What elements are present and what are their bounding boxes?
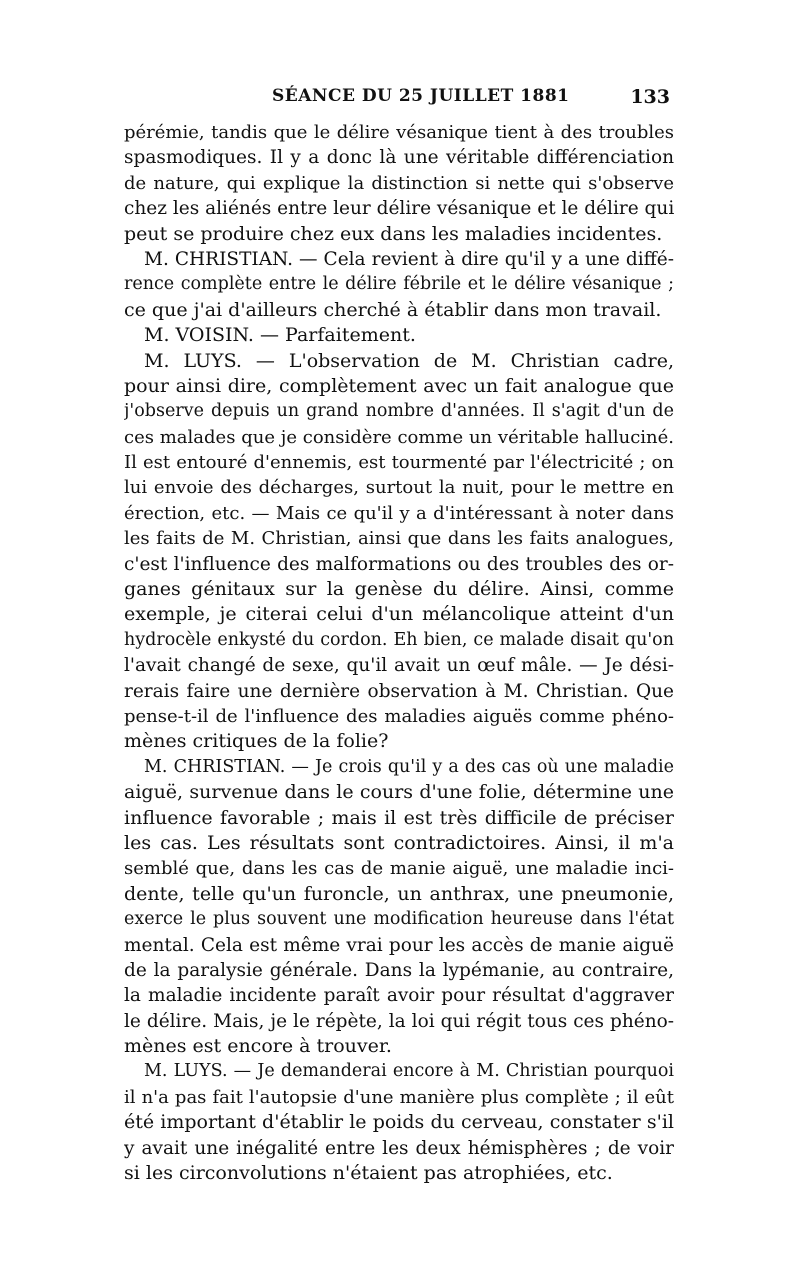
- text-line: pour ainsi dire, complètement avec un fait analogue que: [124, 374, 674, 397]
- text-line: aiguë, survenue dans le cours d'une folie, détermine une: [124, 781, 674, 804]
- text-line: de la paralysie générale. Dans la lypémanie, au contraire,: [124, 959, 674, 981]
- text-line: été important d'établir le poids du cerveau, constater s'il: [124, 1111, 674, 1134]
- text-line: les cas. Les résultats sont contradictoires. Ainsi, il m'a: [124, 831, 674, 854]
- text-line: M. CHRISTIAN. — Cela revient à dire qu'il y a une diffé-: [144, 248, 674, 270]
- text-line: pérémie, tandis que le délire vésanique tient à des troubles: [124, 122, 674, 143]
- text-line: il n'a pas fait l'autopsie d'une manière plus complète ; il eût: [124, 1086, 674, 1108]
- text-line: exerce le plus souvent une modification heureuse dans l'état: [124, 909, 674, 930]
- text-line: chez les aliénés entre leur délire vésanique et le délire qui: [124, 198, 674, 220]
- text-line: dente, telle qu'un furoncle, un anthrax, une pneumonie,: [124, 882, 674, 905]
- text-line: M. CHRISTIAN. — Je crois qu'il y a des cas où une maladie: [144, 756, 674, 777]
- text-line: M. LUYS. — L'observation de M. Christian cadre,: [144, 349, 674, 372]
- text-line: spasmodiques. Il y a donc là une véritable différenciation: [124, 147, 674, 169]
- text-line: j'observe depuis un grand nombre d'années. Il s'agit d'un de: [124, 401, 674, 422]
- text-line: influence favorable ; mais il est très difficile de préciser: [124, 806, 674, 829]
- text-line: peut se produire chez eux dans les maladies incidentes.: [124, 222, 663, 245]
- text-line: ganes génitaux sur la genèse du délire. Ainsi, comme: [124, 578, 674, 601]
- text-line: rerais faire une dernière observation à M. Christian. Que: [124, 680, 674, 702]
- text-line: la maladie incidente paraît avoir pour résultat d'aggraver: [124, 985, 674, 1007]
- text-line: mènes est encore à trouver.: [124, 1035, 392, 1058]
- running-title: SÉANCE DU 25 JUILLET 1881: [272, 86, 570, 106]
- running-head: [124, 86, 676, 114]
- text-line: érection, etc. — Mais ce qu'il y a d'intéressant à noter dans: [124, 502, 674, 524]
- text-line: si les circonvolutions n'étaient pas atrophiées, etc.: [124, 1162, 613, 1185]
- text-line: Il est entouré d'ennemis, est tourmenté par l'électricité ; on: [124, 452, 674, 474]
- text-line: les faits de M. Christian, ainsi que dans les faits analogues,: [124, 528, 674, 550]
- text-line: le délire. Mais, je le répète, la loi qui régit tous ces phéno-: [124, 1010, 674, 1032]
- text-line: mènes critiques de la folie?: [124, 730, 389, 753]
- text-line: hydrocèle enkysté du cordon. Eh bien, ce malade disait qu'on: [124, 629, 674, 650]
- text-line: y avait une inégalité entre les deux hémisphères ; de voir: [124, 1137, 674, 1159]
- text-line: exemple, je citerai celui d'un mélancolique atteint d'un: [124, 603, 674, 626]
- body-text: [124, 120, 674, 1186]
- text-line: ces malades que je considère comme un véritable halluciné.: [124, 426, 674, 448]
- text-line: c'est l'influence des malformations ou des troubles des or-: [124, 553, 674, 575]
- text-line: rence complète entre le délire fébrile et le délire vésanique ;: [124, 274, 674, 295]
- text-line: l'avait changé de sexe, qu'il avait un œuf mâle. — Je dési-: [124, 655, 674, 677]
- text-line: M. VOISIN. — Parfaitement.: [144, 324, 416, 347]
- text-line: semblé que, dans les cas de manie aiguë, une maladie inci-: [124, 858, 674, 880]
- text-line: ce que j'ai d'ailleurs cherché à établir dans mon travail.: [124, 298, 662, 321]
- text-line: lui envoie des décharges, surtout la nuit, pour le mettre en: [124, 477, 674, 499]
- text-line: pense-t-il de l'influence des maladies aiguës comme phéno-: [124, 705, 674, 727]
- text-line: mental. Cela est même vrai pour les accès de manie aiguë: [124, 934, 674, 956]
- page-number: 133: [630, 86, 670, 108]
- text-line: de nature, qui explique la distinction si nette qui s'observe: [124, 172, 674, 194]
- text-line: M. LUYS. — Je demanderai encore à M. Christian pourquoi: [144, 1061, 674, 1082]
